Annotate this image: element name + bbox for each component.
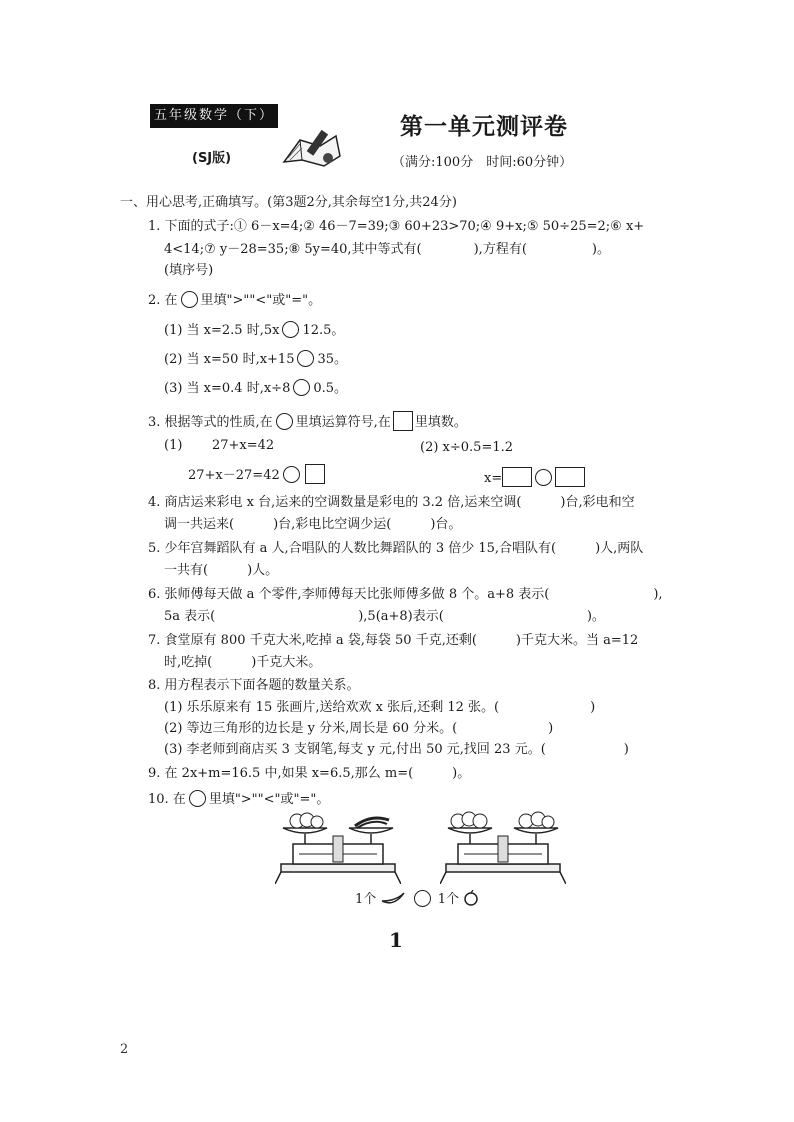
q2-part3-b: 0.5。 — [313, 381, 348, 396]
circle-blank[interactable] — [276, 413, 293, 430]
q8-part2: (2) 等边三角形的边长是 y 分米,周长是 60 分米。( ) — [164, 721, 554, 736]
square-blank[interactable] — [570, 467, 585, 487]
q4-line1: 4. 商店运来彩电 x 台,运来的空调数量是彩电的 3.2 倍,运来空调( )台,彩电和空 — [148, 495, 635, 510]
banana-icon — [380, 891, 406, 905]
square-blank[interactable] — [393, 411, 413, 431]
q2-part3 — [164, 379, 347, 397]
page-subtitle: （满分:100分 时间:60分钟） — [392, 155, 573, 170]
corner-number: 2 — [120, 1042, 129, 1057]
square-blank[interactable] — [517, 467, 532, 487]
q8-stem: 8. 用方程表示下面各题的数量关系。 — [148, 678, 360, 693]
q2-part1-b: 12.5。 — [302, 323, 345, 338]
q3-left-eq2 — [188, 464, 327, 484]
q2-part2-b: 35。 — [317, 352, 348, 367]
edition-label: (SJ版) — [192, 151, 232, 166]
q1-line1: 1. 下面的式子:① 6－x=4;② 46－7=39;③ 60+23>70;④ 9+x;⑤ 50÷25=2;⑥ x+ — [148, 219, 645, 234]
q3-right-eq2 — [484, 467, 585, 487]
square-blank[interactable] — [555, 467, 570, 487]
q3-left-eq1: 27+x=42 — [212, 438, 275, 453]
q10-stem-b: 里填">""<"或"="。 — [208, 792, 330, 807]
q3-right-eq1: (2) x÷0.5=1.2 — [420, 440, 514, 455]
q10-compare — [355, 890, 479, 908]
q2-stem-a: 2. 在 — [148, 293, 178, 308]
q1-line2: 4<14;⑦ y－28=35;⑧ 5y=40,其中等式有( ),方程有( )。 — [164, 242, 610, 257]
q2-part2 — [164, 350, 347, 368]
q10-compare-a: 1个 — [355, 892, 377, 907]
q3-stem-b: 里填运算符号,在 — [295, 415, 391, 430]
circle-blank[interactable] — [189, 790, 206, 807]
q1-line3: (填序号) — [164, 263, 214, 278]
q2-part1-a: (1) 当 x=2.5 时,5x — [164, 323, 280, 338]
q3-stem-c: 里填数。 — [414, 415, 467, 430]
q5-line2: 一共有( )人。 — [164, 563, 279, 578]
section-heading: 一、用心思考,正确填写。(第3题2分,其余每空1分,共24分) — [120, 195, 457, 210]
q3-stem-a: 3. 根据等式的性质,在 — [148, 415, 273, 430]
q2-part3-a: (3) 当 x=0.4 时,x÷8 — [164, 381, 291, 396]
grade-badge: 五年级数学（下） — [150, 104, 278, 128]
q2-part2-a: (2) 当 x=50 时,x+15 — [164, 352, 295, 367]
q3-right-eq2-text: x= — [484, 471, 503, 486]
q10-stem-a: 10. 在 — [148, 792, 186, 807]
q3-stem — [148, 411, 467, 431]
circle-blank[interactable] — [414, 890, 431, 907]
q2-part1 — [164, 321, 344, 339]
q3-left-eq2-text: 27+x－27=42 — [188, 468, 280, 483]
balance-scale-icon — [440, 808, 566, 884]
circle-blank[interactable] — [282, 321, 299, 338]
balance-scale-icon — [275, 808, 401, 884]
q2-stem — [148, 291, 321, 309]
q6-line2: 5a 表示( ),5(a+8)表示( )。 — [164, 609, 605, 624]
q10-stem — [148, 790, 329, 808]
book-pen-icon — [280, 122, 348, 170]
q8-part3: (3) 李老师到商店买 3 支钢笔,每支 y 元,付出 50 元,找回 23 元。( ) — [164, 742, 629, 757]
page-title: 第一单元测评卷 — [400, 113, 568, 140]
circle-blank[interactable] — [283, 466, 300, 483]
q2-stem-b: 里填">""<"或"="。 — [200, 293, 322, 308]
square-blank[interactable] — [305, 464, 325, 484]
peach-icon — [463, 890, 479, 906]
q5-line1: 5. 少年宫舞蹈队有 a 人,合唱队的人数比舞蹈队的 3 倍少 15,合唱队有( )人,两队 — [148, 541, 644, 556]
page-number: 1 — [389, 928, 403, 952]
square-blank[interactable] — [502, 467, 517, 487]
circle-blank[interactable] — [181, 291, 198, 308]
q3-left-label: (1) — [164, 438, 183, 453]
q10-compare-b: 1个 — [437, 892, 459, 907]
q8-part1: (1) 乐乐原来有 15 张画片,送给欢欢 x 张后,还剩 12 张。( ) — [164, 700, 596, 715]
circle-blank[interactable] — [535, 469, 552, 486]
q9-line: 9. 在 2x+m=16.5 中,如果 x=6.5,那么 m=( )。 — [148, 766, 471, 781]
q7-line2: 时,吃掉( )千克大米。 — [164, 655, 322, 670]
q7-line1: 7. 食堂原有 800 千克大米,吃掉 a 袋,每袋 50 千克,还剩( )千克大米。当 a=12 — [148, 633, 639, 648]
q4-line2: 调一共运来( )台,彩电比空调少运( )台。 — [164, 517, 462, 532]
q6-line1: 6. 张师傅每天做 a 个零件,李师傅每天比张师傅多做 8 个。a+8 表示( ), — [148, 587, 663, 602]
circle-blank[interactable] — [297, 350, 314, 367]
circle-blank[interactable] — [293, 379, 310, 396]
